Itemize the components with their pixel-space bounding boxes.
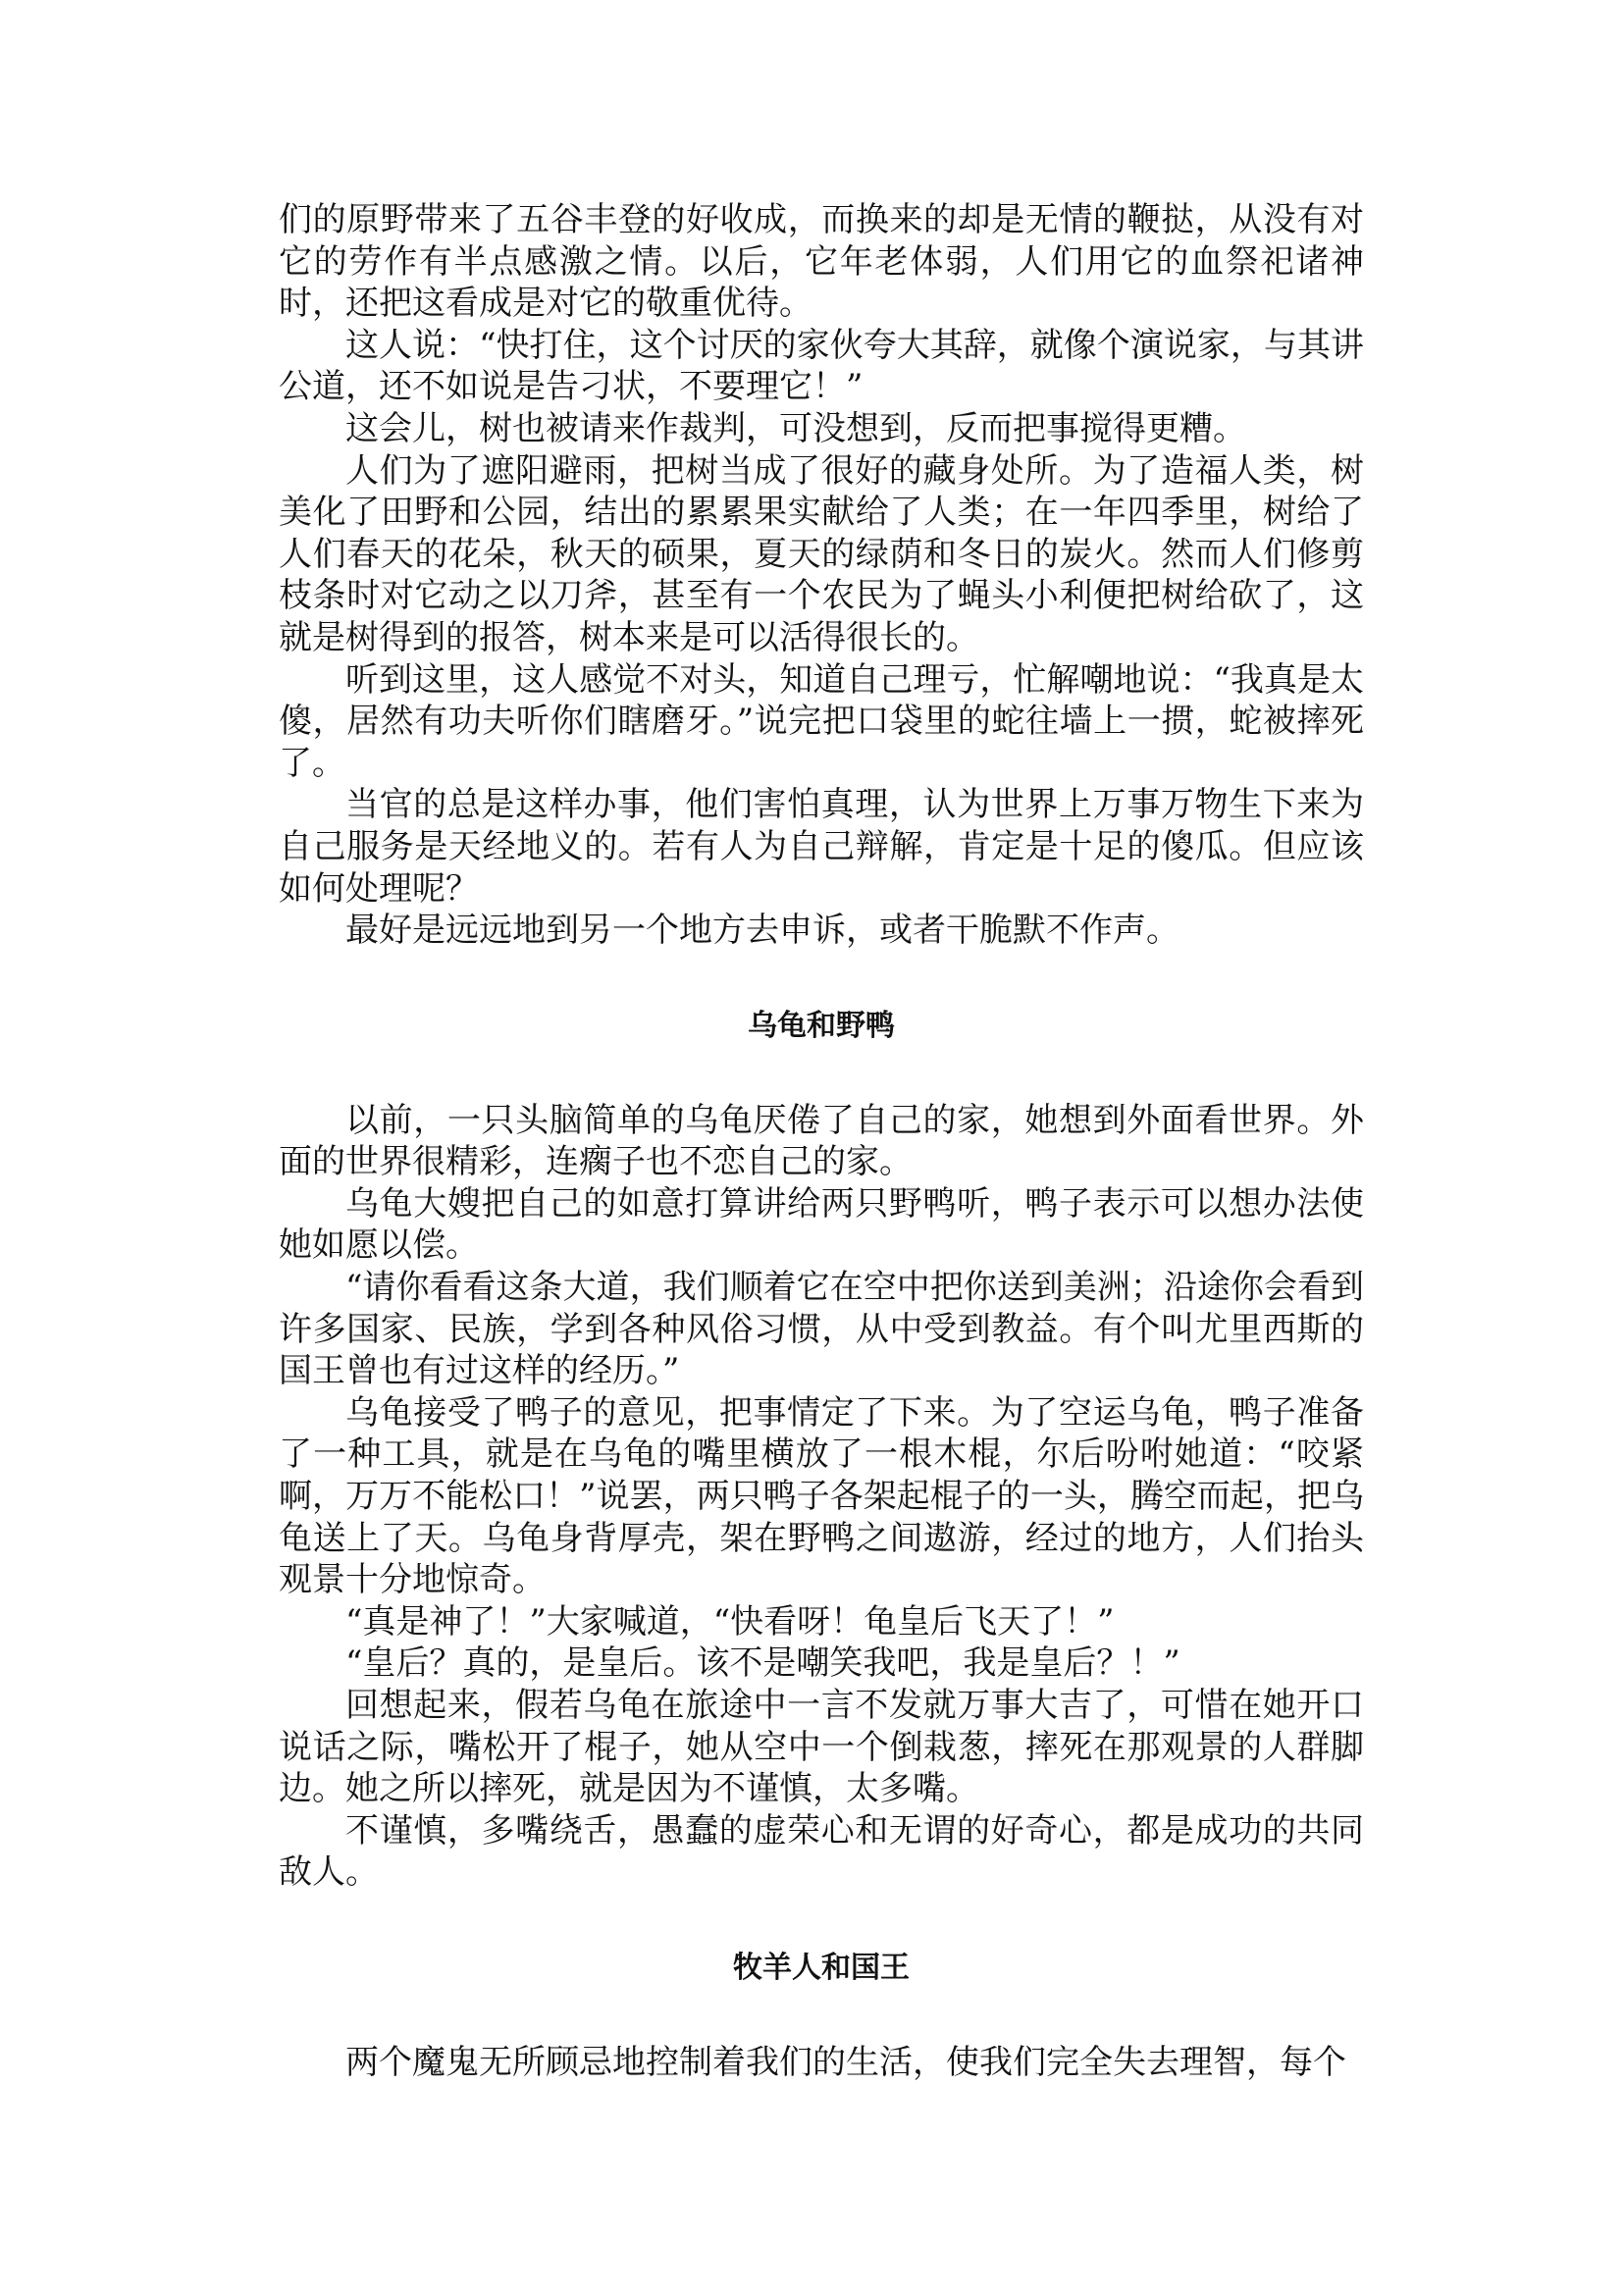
paragraph: “真是神了！”大家喊道，“快看呀！龟皇后飞天了！” — [345, 1601, 1115, 1642]
paragraph: 乌龟接受了鸭子的意见，把事情定了下来。为了空运乌龟，鸭子准备了一种工具，就是在乌龟的嘴里横放了一根木棍，尔后吩咐她道：“咬紧啊，万万不能松口！”说罢，两只鸭子各架起棍子的一头，腾空而起，把乌龟送上了天。乌龟身背厚壳，架在野鸭之间遨游，经过的地方，人们抬头观景十分地惊奇。 — [279, 1392, 1364, 1600]
paragraph: 人们为了遮阳避雨，把树当成了很好的藏身处所。为了造福人类，树美化了田野和公园，结出的累累果实献给了人类；在一年四季里，树给了人们春天的花朵，秋天的硕果，夏天的绿荫和冬日的炭火。然而人们修剪枝条时对它动之以刀斧，甚至有一个农民为了蝇头小利便把树给砍了，这就是树得到的报答，树本来是可以活得很长的。 — [279, 450, 1364, 657]
paragraph: 最好是远远地到另一个地方去申诉，或者干脆默不作声。 — [345, 911, 1179, 951]
paragraph: 这人说：“快打住，这个讨厌的家伙夸大其辞，就像个演说家，与其讲公道，还不如说是告刁状，不要理它！” — [279, 325, 1364, 407]
paragraph: “请你看看这条大道，我们顺着它在空中把你送到美洲；沿途你会看到许多国家、民族，学到各种风俗习惯，从中受到教益。有个叫尤里西斯的国王曾也有过这样的经历。” — [279, 1268, 1364, 1391]
document-body — [279, 199, 1364, 2084]
paragraph: “皇后？真的，是皇后。该不是嘲笑我吧，我是皇后？！” — [345, 1643, 1180, 1684]
paragraph: 乌龟大嫂把自己的如意打算讲给两只野鸭听，鸭子表示可以想办法使她如愿以偿。 — [279, 1183, 1364, 1266]
spacer — [279, 1047, 1364, 1100]
section-title: 乌龟和野鸭 — [748, 1008, 895, 1043]
paragraph: 回想起来，假若乌龟在旅途中一言不发就万事大吉了，可惜在她开口说话之际，嘴松开了棍子，她从空中一个倒栽葱，摔死在那观景的人群脚边。她之所以摔死，就是因为不谨慎，太多嘴。 — [279, 1686, 1364, 1809]
paragraph: 们的原野带来了五谷丰登的好收成，而换来的却是无情的鞭挞，从没有对它的劳作有半点感激之情。以后，它年老体弱，人们用它的血祭祀诸神时，还把这看成是对它的敬重优待。 — [279, 200, 1364, 324]
paragraph: 不谨慎，多嘴绕舌，愚蠢的虚荣心和无谓的好奇心，都是成功的共同敌人。 — [279, 1810, 1364, 1893]
spacer — [279, 1894, 1364, 1948]
spacer — [279, 952, 1364, 1006]
paragraph: 以前，一只头脑简单的乌龟厌倦了自己的家，她想到外面看世界。外面的世界很精彩，连瘸子也不恋自己的家。 — [279, 1100, 1364, 1182]
paragraph: 这会儿，树也被请来作裁判，可没想到，反而把事搅得更糟。 — [345, 408, 1246, 448]
spacer — [279, 1989, 1364, 2042]
paragraph: 当官的总是这样办事，他们害怕真理，认为世界上万事万物生下来为自己服务是天经地义的。若有人为自己辩解，肯定是十足的傻瓜。但应该如何处理呢？ — [279, 785, 1364, 909]
section-title: 牧羊人和国王 — [733, 1950, 910, 1985]
paragraph: 听到这里，这人感觉不对头，知道自己理亏，忙解嘲地说：“我真是太傻，居然有功夫听你们瞎磨牙。”说完把口袋里的蛇往墙上一掼，蛇被摔死了。 — [279, 659, 1364, 783]
paragraph: 两个魔鬼无所顾忌地控制着我们的生活，使我们完全失去理智，每个 — [345, 2042, 1346, 2082]
